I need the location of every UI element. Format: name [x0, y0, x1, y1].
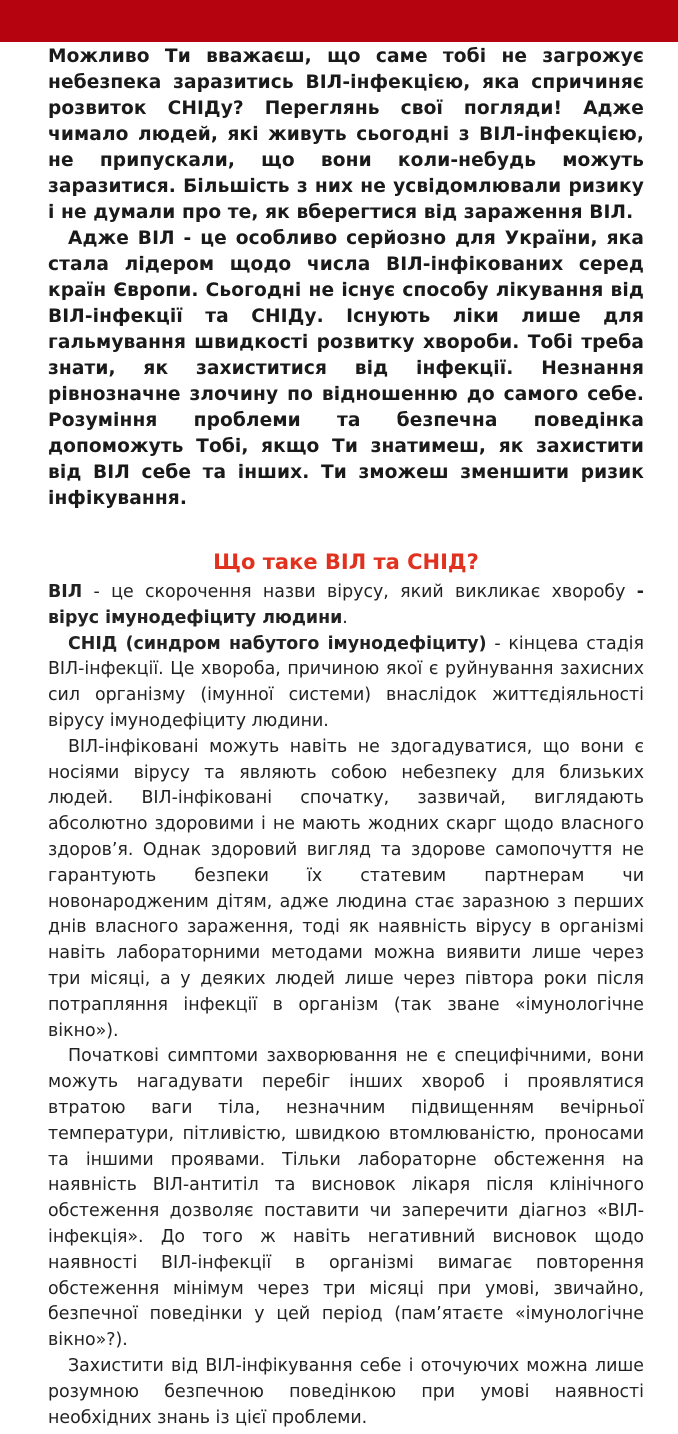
intro-paragraph-2: Адже ВІЛ - це особливо серйозно для України, яка стала лідером щодо числа ВІЛ-інфікованих серед країн Європи. Сьогодні не існує способу лікування від ВІЛ-інфекції та СНІДу. Існують ліки лише для гальмування швидкості розвитку хвороби. Тобі треба знати, як захиститися від інфекції. Незнання рівнозначне злочину по відношенню до самого себе. Розуміння проблеми та безпечна поведінка допоможуть Тобі, якщо Ти знатимеш, як захистити від ВІЛ себе та інших. Ти зможеш зменшити ризик інфікування. [48, 228, 644, 509]
term-aids: СНІД (синдром набутого імунодефіциту) [68, 633, 487, 654]
section-paragraph-4: Початкові симптоми захворювання не є специфічними, вони можуть нагадувати перебіг інших хвороб і проявлятися втратою ваги тіла, незначним підвищенням вечірньої температури, пітливістю, швидкою втомлюваністю, проносами та іншими проявами. Тільки лабораторне обстеження на наявність ВІЛ-антитіл та висновок лікаря після клінічного обстеження дозволяє поставити чи заперечити діагноз «ВІЛ-інфекція». До того ж навіть негативний висновок щодо наявності ВІЛ-інфекції в організмі вимагає повторення обстеження мінімум через три місяці при умові, звичайно, безпечної поведінки у цей період (пам’ятаєте «імунологічне вікно»?). [48, 1046, 644, 1351]
definition-hiv-bold: - вірус імунодефіциту людини [48, 582, 644, 628]
term-hiv: ВІЛ [48, 582, 83, 602]
page-content [48, 44, 644, 1431]
definition-aids-text: - кінцева стадія ВІЛ-інфекції. Це хвороба, причиною якої є руйнування захисних сил організму (імунної системи) внаслідок життєдіяльності вірусу імунодефіциту людини. [48, 633, 644, 731]
section-paragraph-2 [48, 632, 644, 735]
section-paragraph-1 [48, 580, 644, 632]
definition-hiv-text: - це скорочення назви вірусу, який викликає хворобу [82, 582, 637, 602]
section-paragraph-3: ВІЛ-інфіковані можуть навіть не здогадуватися, що вони є носіями вірусу та являють собою небезпеку для близьких людей. ВІЛ-інфіковані спочатку, зазвичай, виглядають абсолютно здоровими і не мають жодних скарг щодо власного здоров’я. Однак здоровий вигляд та здорове самопочуття не гарантують безпеки їх статевим партнерам чи новонародженим дітям, адже людина стає заразною з перших днів власного зараження, тоді як наявність вірусу в організмі навіть лабораторними методами можна виявити лише через три місяці, а у деяких людей лише через півтора роки після потрапляння інфекції в організм (так зване «імунологічне вікно»). [48, 736, 644, 1041]
section-heading: Що таке ВІЛ та СНІД? [213, 550, 479, 574]
intro-paragraph-1: Можливо Ти вважаєш, що саме тобі не загрожує небезпека заразитись ВІЛ-інфекцією, яка спричиняє розвиток СНІДу? Переглянь свої погляди! Адже чимало людей, які живуть сьогодні з ВІЛ-інфекцією, не припускали, що вони коли-небудь можуть заразитися. Більшість з них не усвідомлювали ризику і не думали про те, як вберегтися від зараження ВІЛ. [48, 46, 644, 223]
section-paragraph-5: Захистити від ВІЛ-інфікування себе і оточуючих можна лише розумною безпечною поведінкою при умові наявності необхідних знань із цієї проблеми. [48, 1355, 644, 1428]
section-body [48, 580, 644, 1431]
top-color-band [0, 0, 678, 42]
definition-hiv-dot: . [342, 607, 348, 628]
intro-block [48, 44, 644, 512]
